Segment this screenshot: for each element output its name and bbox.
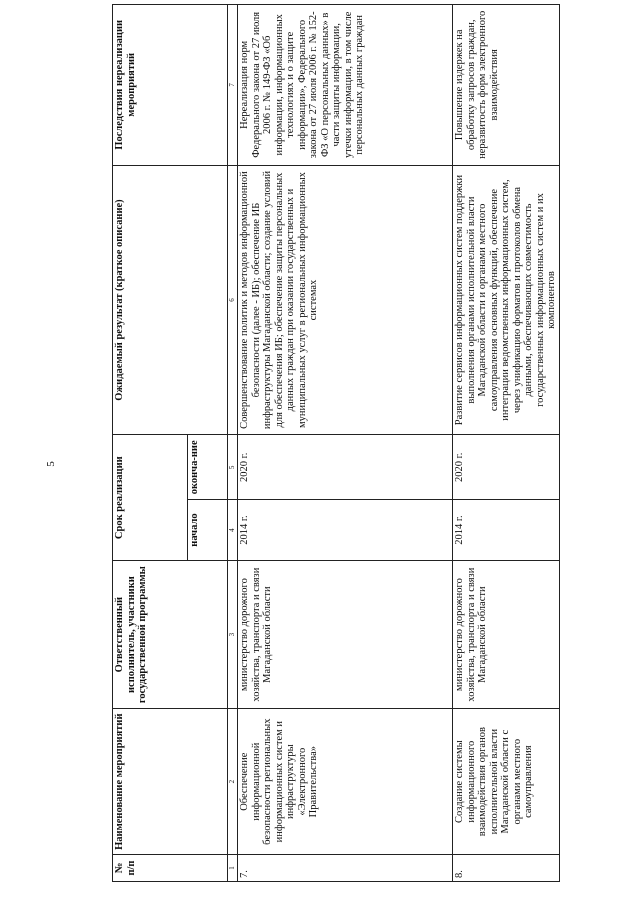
consequences: Нереализация норм Федерального закона от 27 июля 2006 г. № 149-ФЗ «Об информации, информационных технологиях и о защите информации», Федерального закона от 27 июля 2006 г. № 152-ФЗ «О персональных данных» в части защиты информации, утечки информации, в том числе персональных данных граждан xyxy=(238,5,453,166)
header-start: начало xyxy=(188,500,228,561)
header-end: оконча-ние xyxy=(188,435,228,500)
end-year: 2020 г. xyxy=(238,435,453,500)
header-deadline: Срок реализации xyxy=(113,435,188,560)
table-row xyxy=(238,5,453,882)
responsible-executor: министерство дорожного хозяйства, транспорта и связи Магаданской области xyxy=(238,560,453,708)
column-number: 6 xyxy=(228,165,238,435)
header-num: № п/п xyxy=(113,855,228,882)
header-responsible: Ответственный исполнитель, участники государственной программы xyxy=(113,560,228,708)
measure-name: Создание системы информационного взаимодействия органов исполнительной власти Магаданской области с органами местного самоуправления xyxy=(453,709,560,855)
column-number: 5 xyxy=(228,435,238,500)
column-number: 2 xyxy=(228,709,238,855)
start-year: 2014 г. xyxy=(453,500,560,561)
column-number: 1 xyxy=(228,855,238,882)
column-number: 4 xyxy=(228,500,238,561)
column-number: 3 xyxy=(228,560,238,708)
table-row xyxy=(453,5,560,882)
measure-name: Обеспечение информационной безопасности региональных информационных систем и инфраструктуры «Электронного Правительства» xyxy=(238,709,453,855)
page-number: 5 xyxy=(44,461,57,467)
header-name: Наименование мероприятий xyxy=(113,709,228,855)
header-result: Ожидаемый результат (краткое описание) xyxy=(113,165,228,435)
row-number: 7. xyxy=(238,855,453,882)
consequences: Повышение издержек на обработку запросов граждан, неразвитость форм электронного взаимодействия xyxy=(453,5,560,166)
measures-table xyxy=(112,4,560,882)
end-year: 2020 г. xyxy=(453,435,560,500)
rotated-table-container xyxy=(112,4,557,882)
expected-result: Развитие сервисов информационных систем поддержки выполнения органами исполнительной власти Магаданской области и органами местного самоуправления основных функций, обеспечение интеграции ведомственных информационных систем, через унификацию форматов и протоколов обмена данными, обеспечивающих совместимость государственных информационных систем и их компонентов xyxy=(453,165,560,435)
expected-result: Совершенствование политик и методов информационной безопасности (далее - ИБ); обеспечение ИБ инфраструктуры Магаданской области; создание условий для обеспечения ИБ; обеспечение защиты персональных данных граждан при оказании государственных и муниципальных услуг в региональных информационных системах xyxy=(238,165,453,435)
responsible-executor: министерство дорожного хозяйства, транспорта и связи Магаданской области xyxy=(453,560,560,708)
header-consequences: Последствия нереализации мероприятий xyxy=(113,5,228,166)
row-number: 8. xyxy=(453,855,560,882)
column-number: 7 xyxy=(228,5,238,166)
start-year: 2014 г. xyxy=(238,500,453,561)
